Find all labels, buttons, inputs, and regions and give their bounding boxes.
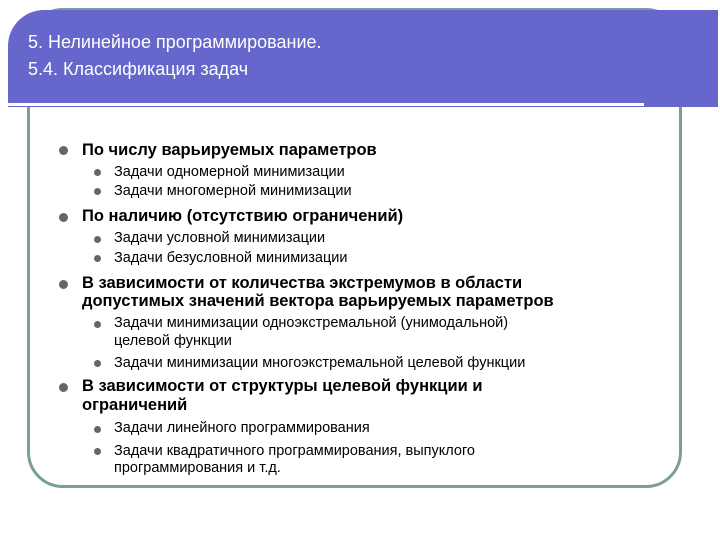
title-line-2: 5.4. Классификация задач — [28, 59, 249, 79]
sub-bullet-icon — [94, 255, 101, 262]
sub-bullet-icon — [94, 448, 101, 455]
bullet-icon — [59, 280, 68, 289]
title-line-1: 5. Нелинейное программирование. — [28, 32, 322, 52]
sub-bullet-icon — [94, 236, 101, 243]
sub-bullet-icon — [94, 426, 101, 433]
sub-bullet-icon — [94, 360, 101, 367]
group-item: целевой функции — [114, 333, 232, 349]
group-title: По наличию (отсутствию ограничений) — [82, 207, 404, 225]
group-title: В зависимости от количества экстремумов в области — [82, 274, 523, 292]
group-item: Задачи линейного программирования — [114, 420, 370, 436]
group-item: Задачи минимизации одноэкстремальной (унимодальной) — [114, 315, 509, 331]
group-item: программирования и т.д. — [114, 460, 281, 476]
group-item: Задачи одномерной минимизации — [114, 164, 345, 180]
sub-bullet-icon — [94, 169, 101, 176]
group-title: допустимых значений вектора варьируемых параметров — [82, 292, 554, 310]
group-item: Задачи безусловной минимизации — [114, 250, 348, 266]
bullet-icon — [59, 383, 68, 392]
group-title: По числу варьируемых параметров — [82, 141, 377, 159]
group-title: ограничений — [82, 396, 188, 414]
sub-bullet-icon — [94, 188, 101, 195]
group-item: Задачи минимизации многоэкстремальной целевой функции — [114, 355, 526, 371]
bullet-icon — [59, 146, 68, 155]
group-item: Задачи квадратичного программирования, выпуклого — [114, 443, 475, 459]
group-item: Задачи условной минимизации — [114, 230, 326, 246]
group-item: Задачи многомерной минимизации — [114, 183, 352, 199]
sub-bullet-icon — [94, 321, 101, 328]
bullet-icon — [59, 213, 68, 222]
group-title: В зависимости от структуры целевой функции и — [82, 377, 483, 395]
